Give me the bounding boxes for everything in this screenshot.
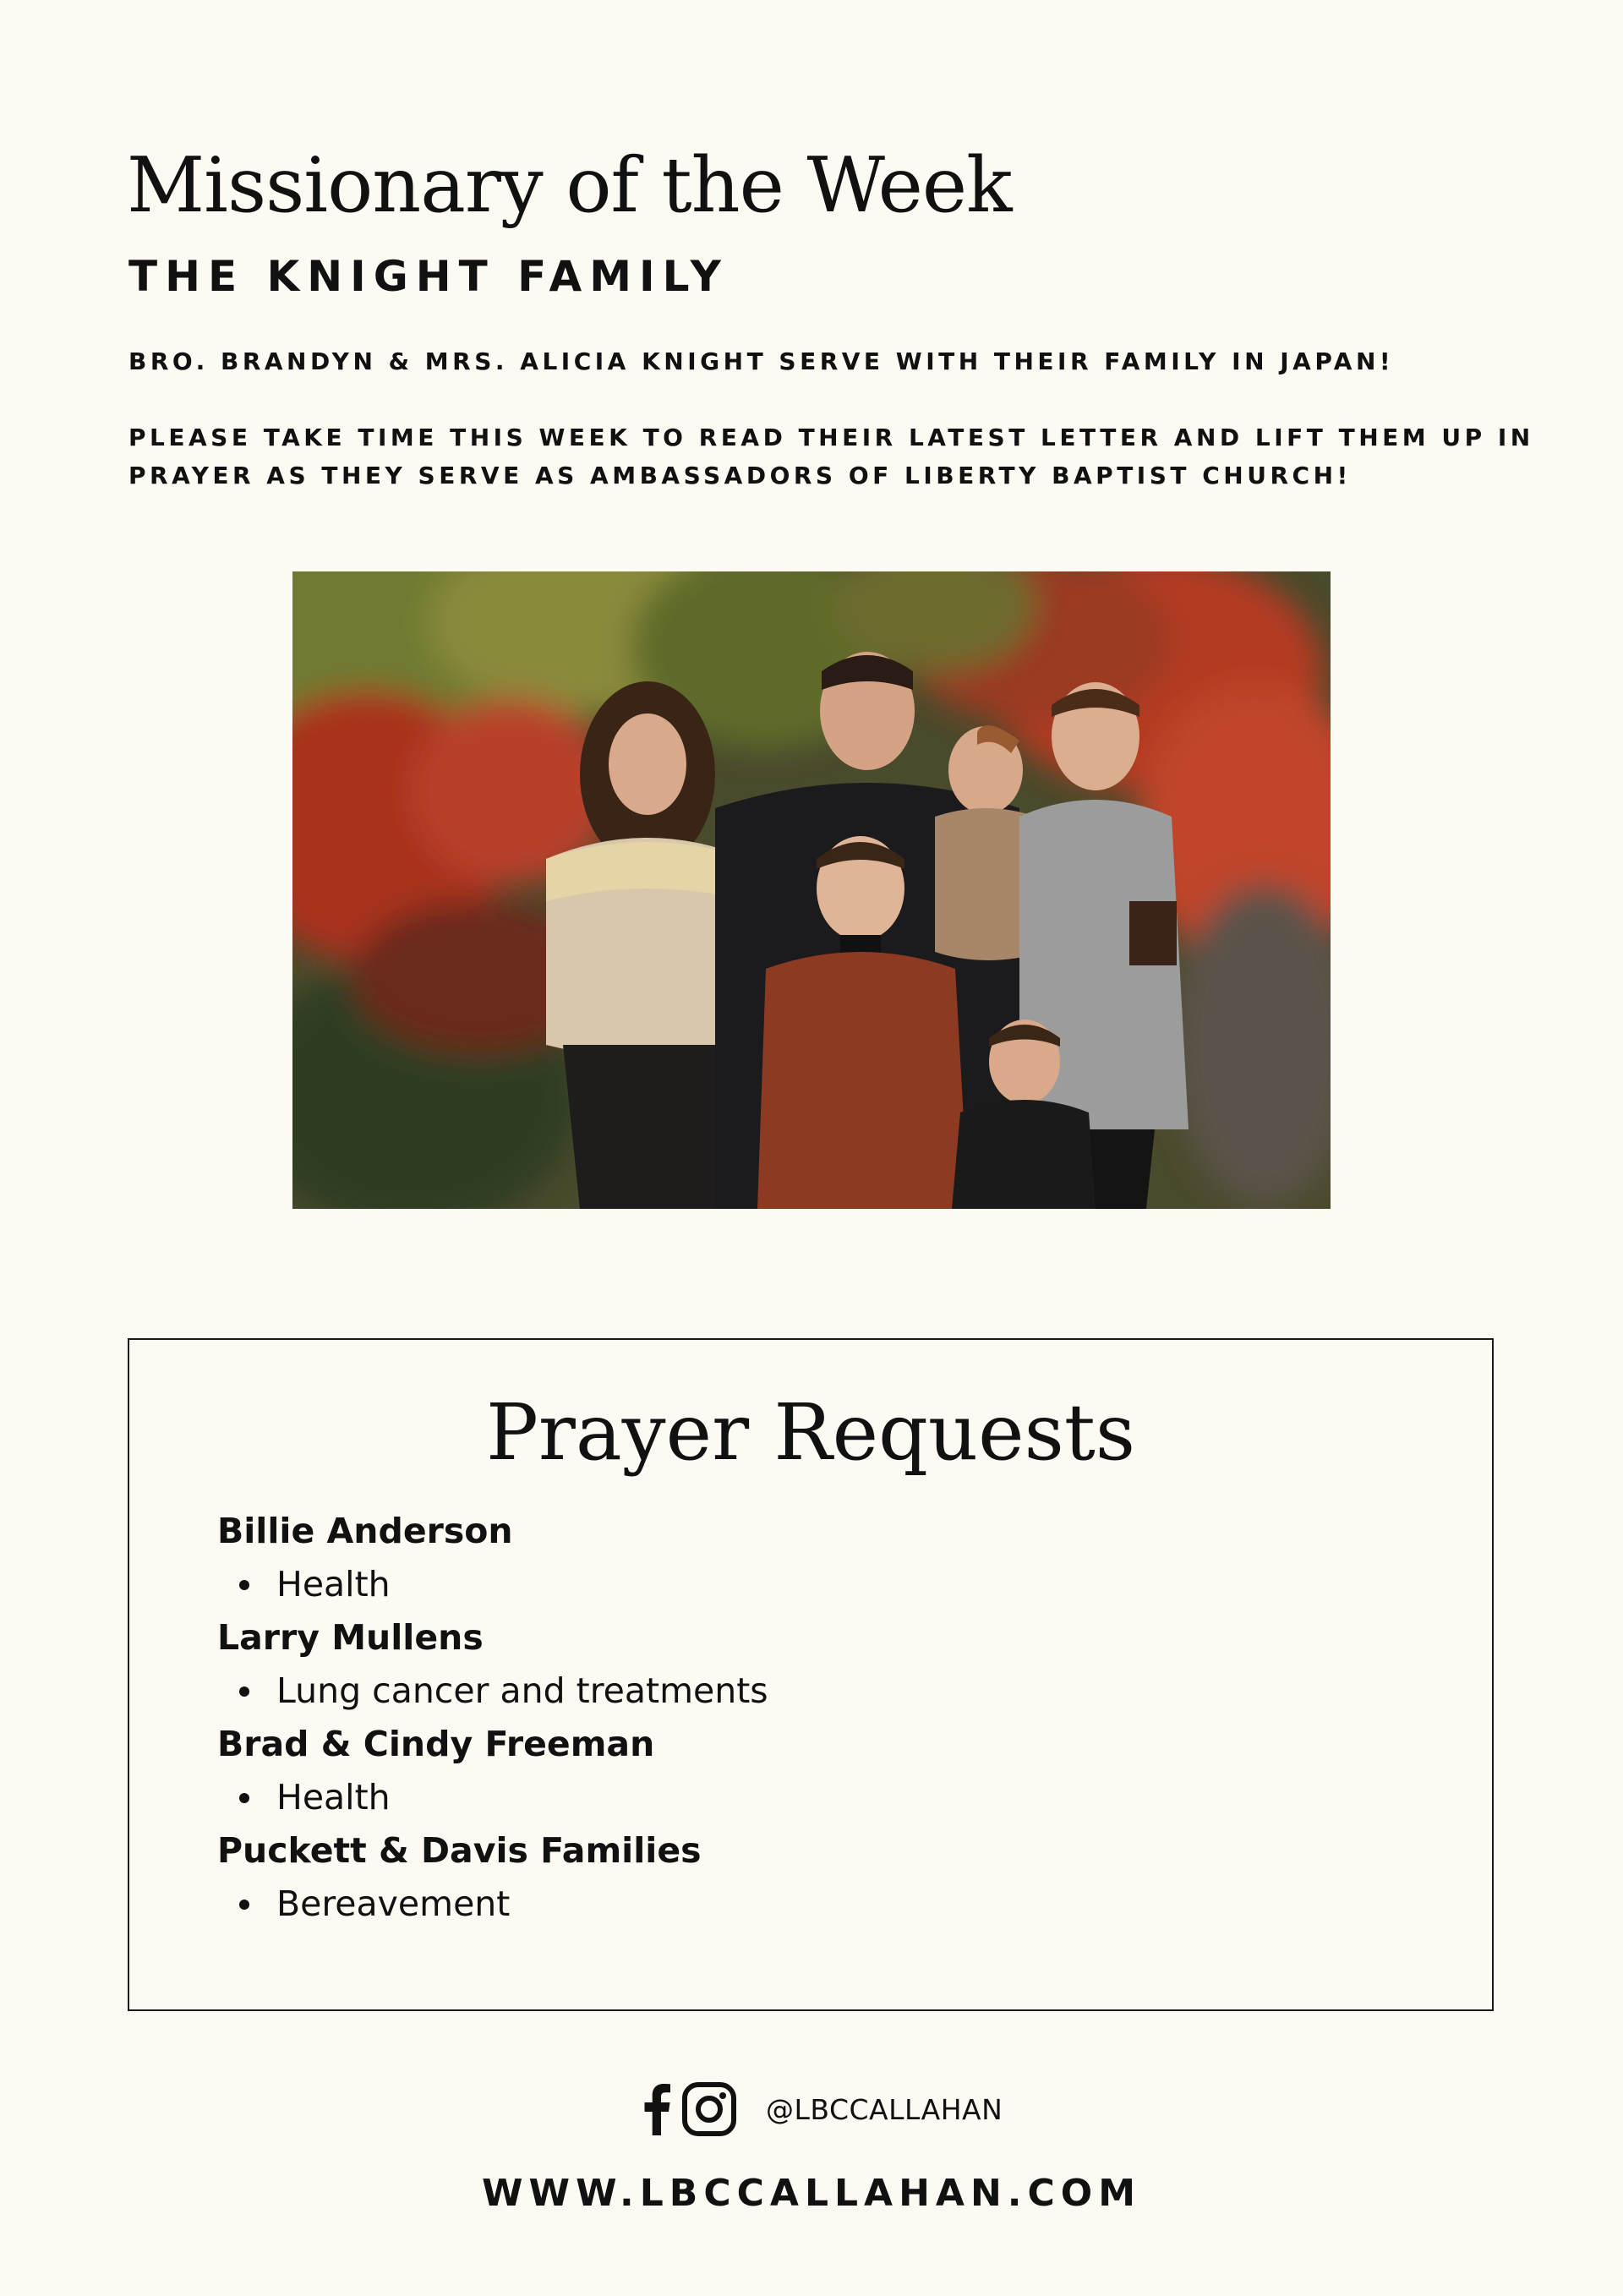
request-item (217, 1878, 1401, 1931)
instagram-icon[interactable] (681, 2081, 737, 2137)
request-name: Larry Mullens (217, 1617, 484, 1658)
page-subtitle: THE KNIGHT FAMILY (128, 252, 729, 301)
prayer-requests-title: Prayer Requests (485, 1387, 1136, 1478)
request-item-text: Lung cancer and treatments (276, 1670, 768, 1711)
website-link[interactable]: WWW.LBCCALLAHAN.COM (482, 2172, 1141, 2215)
request-item (217, 1558, 1401, 1611)
intro-line-1: BRO. BRANDYN & MRS. ALICIA KNIGHT SERVE WITH THEIR FAMILY IN JAPAN! (128, 347, 1395, 375)
request-item-text: Bereavement (276, 1883, 511, 1924)
bullet-icon (239, 1900, 249, 1910)
request-item-text: Health (276, 1564, 391, 1604)
request-name: Puckett & Davis Families (217, 1830, 702, 1871)
request-item-text: Health (276, 1777, 391, 1818)
request-name: Billie Anderson (217, 1511, 513, 1551)
social-links (642, 2080, 1003, 2139)
facebook-icon[interactable] (642, 2083, 671, 2135)
family-photo (292, 571, 1331, 1209)
request-item (217, 1665, 1401, 1718)
prayer-requests-box (128, 1338, 1494, 2011)
intro-line-2: PLEASE TAKE TIME THIS WEEK TO READ THEIR LATEST LETTER AND LIFT THEM UP IN PRAYER AS THEY SERVE AS AMBASSADORS OF LIBERTY BAPTIST CHURCH! (128, 424, 1534, 489)
family-photo-illustration (292, 571, 1331, 1209)
prayer-requests-list (217, 1505, 1401, 1931)
page-title: Missionary of the Week (127, 141, 1012, 230)
social-handle[interactable]: @LBCCALLAHAN (766, 2092, 1003, 2126)
bullet-icon (239, 1686, 249, 1697)
intro-text (128, 342, 1549, 495)
request-name: Brad & Cindy Freeman (217, 1724, 655, 1764)
bullet-icon (239, 1580, 249, 1590)
bullet-icon (239, 1793, 249, 1803)
request-item (217, 1771, 1401, 1824)
